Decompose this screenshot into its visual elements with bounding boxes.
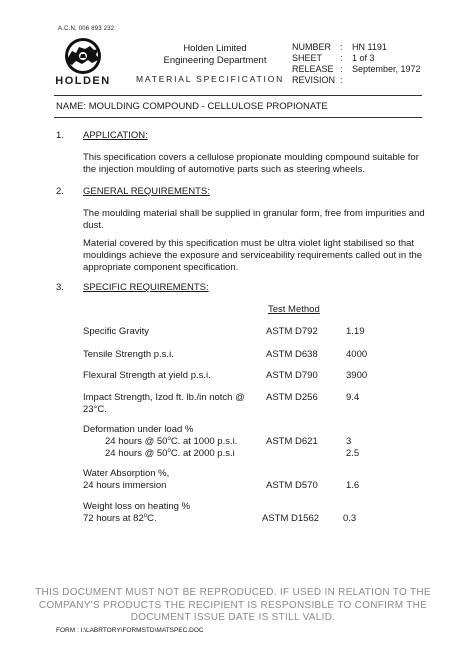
- property-label: Specific Gravity: [83, 326, 149, 337]
- meta-row-release: RELEASE : September, 1972: [292, 64, 421, 74]
- property-method: ASTM D570: [266, 480, 318, 491]
- property-value: 4000: [346, 349, 368, 360]
- property-value: 1.6: [346, 480, 360, 491]
- meta-value: September, 1972: [352, 64, 421, 74]
- meta-row-revision: REVISION :: [292, 75, 343, 85]
- document-type: MATERIAL SPECIFICATION: [136, 74, 285, 84]
- property-value: 9.4: [346, 392, 360, 403]
- reproduction-notice: THIS DOCUMENT MUST NOT BE REPRODUCED. IF USED IN RELATION TO THE COMPANY'S PRODUCTS THE RECIPIENT IS RESPONSIBLE TO CONFIRM THE DOCUMENT ISSUE DATE IS STILL VALID.: [35, 587, 431, 623]
- section-number: 1.: [56, 130, 64, 141]
- property-method: ASTM D638: [266, 349, 318, 360]
- property-method: ASTM D621: [266, 436, 318, 447]
- meta-label: REVISION: [292, 75, 336, 85]
- material-name: NAME: MOULDING COMPOUND - CELLULOSE PROPIONATE: [56, 101, 328, 112]
- property-sub-line: 24 hours @ 50$^o$C. at 2000 p.s.i: [105, 448, 235, 459]
- property-method: ASTM D256: [266, 392, 318, 403]
- property-method: ASTM D790: [266, 370, 318, 381]
- general-text-2: Material covered by this specification must be ultra violet light stabilised so that mouldings achieve the exposure and serviceability requirements called out in the appropriate component specification.: [83, 238, 423, 273]
- property-label-line: Water Absorption %,: [83, 468, 170, 479]
- application-text: This specification covers a cellulose propionate moulding compound suitable for the injection moulding of automotive parts such as steering wheels.: [83, 152, 419, 175]
- general-text-1: The moulding material shall be supplied in granular form, free from impurities and dust.: [83, 208, 425, 231]
- property-label-line: Impact Strength, Izod ft. lb./in notch @: [83, 392, 245, 403]
- property-label: Tensile Strength p.s.i.: [83, 349, 174, 360]
- meta-value: HN 1191: [352, 42, 387, 52]
- property-method: ASTM D792: [266, 326, 318, 337]
- property-label-line: Weight loss on heating %: [83, 501, 191, 512]
- document-meta: [292, 42, 421, 86]
- section-heading-application: APPLICATION:: [83, 130, 148, 141]
- meta-row-number: NUMBER : HN 1191: [292, 42, 387, 52]
- section-heading-general: GENERAL REQUIREMENTS:: [83, 186, 210, 197]
- property-label-line: Deformation under load %: [83, 424, 194, 435]
- property-label: Flexural Strength at yield p.s.i.: [83, 370, 211, 381]
- company-name: Holden Limited: [183, 43, 247, 54]
- property-value: 1.19: [346, 326, 365, 337]
- property-label: [83, 392, 245, 416]
- section-number: 2.: [56, 186, 64, 197]
- test-method-header: Test Method: [268, 304, 320, 315]
- section-number: 3.: [56, 282, 64, 293]
- form-path: FORM : I:\LABRTORY\FORMSTD\MATSPEC.DOC: [56, 627, 204, 634]
- acn-number: A.C.N. 006 893 232: [58, 26, 115, 32]
- meta-label: RELEASE: [292, 64, 334, 74]
- property-value: 0.3: [343, 513, 357, 524]
- section-heading-specific: SPECIFIC REQUIREMENTS:: [83, 282, 209, 293]
- property-label: [83, 424, 237, 460]
- property-label: [83, 501, 190, 525]
- header-divider: [54, 95, 422, 96]
- property-method: ASTM D1562: [262, 513, 320, 524]
- meta-label: SHEET: [292, 53, 323, 63]
- property-label-line: 72 hours at 82$^o$C.: [83, 513, 157, 524]
- meta-value: 1 of 3: [352, 53, 375, 63]
- department-name: Engineering Department: [163, 55, 267, 66]
- property-sub-line: 24 hours @ 50$^o$C. at 1000 p.s.i.: [105, 436, 238, 447]
- name-divider: [54, 117, 422, 118]
- company-block: [140, 43, 290, 67]
- property-value: 3 2.5: [346, 436, 360, 459]
- meta-label: NUMBER: [292, 42, 332, 52]
- property-label: [83, 468, 169, 492]
- property-label-line: 23°C.: [83, 404, 107, 415]
- meta-row-sheet: SHEET : 1 of 3: [292, 53, 375, 63]
- property-value: 3900: [346, 370, 368, 381]
- brand-wordmark: HOLDEN: [55, 75, 111, 87]
- property-label-line: 24 hours immersion: [83, 480, 167, 491]
